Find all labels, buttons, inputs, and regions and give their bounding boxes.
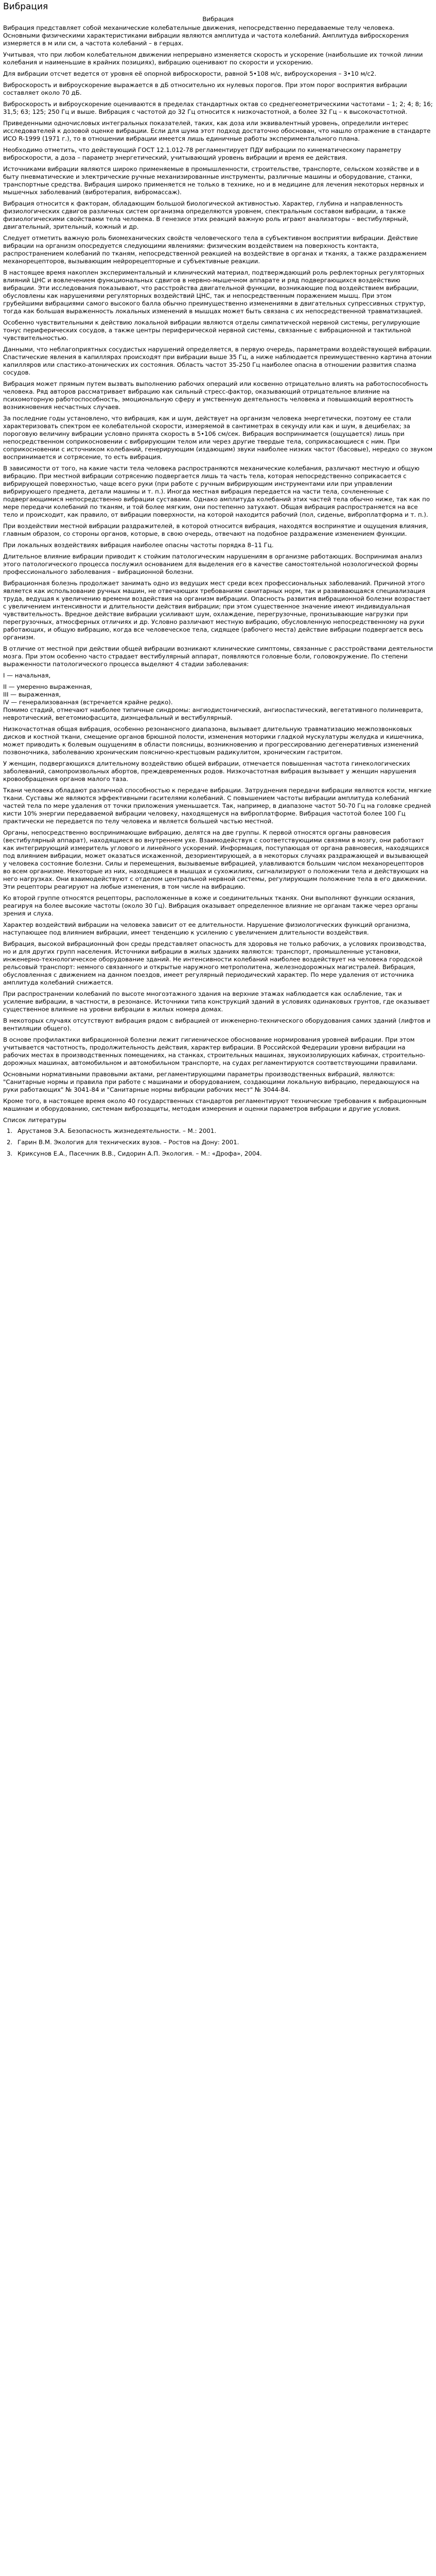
paragraph: Вибрация представляет собой механические колебательные движения, непосредственно передаваемые телу человека. Основными физическими характеристиками вибрации являются амплитуда и частота колебаний. Амплитуда виброскорения измеряется в м или см, а частота колебаний – в герцах.: [3, 24, 409, 47]
reference-item: 3. Криксунов Е.А., Пасечник В.В., Сидорин А.П. Экология. – М.: «Дрофа», 2004.: [14, 1148, 433, 1159]
paragraph: В отличие от местной при действии общей вибрации возникают клинические симптомы, связанные с расстройствами деятельности мозга. При этом особенно часто страдает вестибулярный аппарат, появляются головные боли, головокружение. По степени выраженности патологического процесса выделяют 4 стадии заболевания:: [3, 645, 433, 668]
paragraph: Следует отметить важную роль биомеханических свойств человеческого тела в субъективном восприятии вибрации. Действие вибрации на организм опосредуется следующими явлениями: физическим воздействием на поверхность контакта, распространением колебаний по тканям, непосредственной реакцией на воздействие в органах и тканях, а также раздражением механорецепторов, вызывающим нейрорецепторные и субъективные реакции.: [3, 234, 427, 265]
reference-item: 1. Арустамов Э.А. Безопасность жизнедеятельности. – М.: 2001.: [14, 1125, 433, 1137]
paragraph: Вибрационная болезнь продолжает занимать одно из ведущих мест среди всех профессиональных заболеваний. Причиной этого является как использование ручных машин, не отвечающих требованиям санитарных норм, так и развивающаяся специализация труда, ведущая к увеличению времени воздействия на организм вибрации. Опасность развития вибрационной болезни возрастает с увеличением интенсивности и длительности действия вибрации; при этом существенное значение имеют индивидуальная чувствительность. Вредное действие вибрации усиливают шум, охлаждение, перегрузочные, пронизывающие нагрузки при перегрузочных, атмосферных отличиях и др. Условно различают местную вибрацию, обусловленную непосредственному на руки работающих, и общую вибрацию, когда все человеческое тела, сидящее (рабочего места) действие вибрации подвергается весь организм.: [3, 580, 431, 641]
paragraph: III — выраженная,: [3, 691, 61, 698]
paragraph: Особенно чувствительными к действию локальной вибрации являются отделы симпатической нервной системы, регулирующие тонус периферических сосудов, а также центры периферической нервной системы, связанные с вибрационной и тактильной чувствительностью.: [3, 319, 420, 342]
paragraph: Длительное влияние вибрации приводит к стойким патологическим нарушениям в организме работающих. Воспринимая анализ этого патологического процесса послужил основанием для выделения его в качестве самостоятельной нозологической формы профессионального заболевания – вибрационной болезни.: [3, 553, 423, 575]
paragraph: В некоторых случаях отсутствуют вибрация рядом с вибрацией от инженерно-технического оборудования самих зданий (лифтов и вентиляции общего).: [3, 1017, 431, 1032]
paragraph: Ко второй группе относятся рецепторы, расположенные в коже и соединительных тканях. Они выполняют функции осязания, реагируя на более высокие частоты (около 30 Гц). Вибрация оказывает определенное влияние не органам также через органы зрения и слуха.: [3, 894, 418, 917]
article-body: [3, 24, 433, 1113]
reference-item: 2. Гарин В.М. Экология для технических вузов. – Ростов на Дону: 2001.: [14, 1137, 433, 1148]
paragraph: У женщин, подвергающихся длительному воздействию общей вибрации, отмечается повышенная частота гинекологических заболеваний, самопроизвольных абортов, преждевременных родов. Низкочастотная вибрация вызывает у женщин нарушения кровообращения органов малого таза.: [3, 760, 416, 783]
paragraph: При распространении колебаний по высоте многоэтажного здания на верхние этажах наблюдается как ослабление, так и усиление вибрации, в частности, в резонансе. Источники типа конструкций зданий в условиях одинаковых грунтов, где оказывает существенное влияние на уровни вибрации в жилых номера домах.: [3, 990, 430, 1013]
paragraph: За последние годы установлено, что вибрация, как и шум, действует на организм человека энергетически, поэтому ее стали характеризовать спектром ее колебательной скорости, измеряемой в сантиметрах в секунду или как и шум, в децибелах; за пороговую величину вибрации условно принята скорость в 5•106 см/сек. Вибрация воспринимается (ощущается) лишь при непосредственном соприкосновении с вибрирующим телом или через другие твердые тела, соприкасающиеся с ним. При соприкосновении с источником колебаний, генерирующим (издающим) звуки наиболее низких частот (басовые), нередко со звуком воспринимается и сотрясение, то есть вибрация.: [3, 415, 433, 461]
paragraph: В основе профилактики вибрационной болезни лежит гигиеническое обоснование нормирования уровней вибрации. При этом учитывается частотность, продолжительность действия, характер вибрации. В Российской Федерации уровни вибрации на рабочих местах в производственных помещениях, на станках, строительных машинах, звукоизолирующих кабинах, строительно-дорожных машинах, автомобильном и автомобильном транспорте, на судах регламентируются соответствующими правилами.: [3, 1036, 425, 1066]
paragraph: Низкочастотная общая вибрация, особенно резонансного диапазона, вызывает длительную травматизацию межпозвонковых дисков и костной ткани, смещение органов брюшной полости, изменения моторики гладкой мускулатуры желудка и кишечника, может приводить к болевым ощущениям в области поясницы, возникновению и прогрессированию дегенеративных изменений позвоночника, заболеванию хроническим пояснично-крестцовым радикулитом, хроническим гастритом.: [3, 725, 424, 756]
paragraph: Виброскорость и виброускорение выражается в дБ относительно их нулевых порогов. При этом порог восприятия вибрации составляет около 70 дБ.: [3, 81, 407, 96]
paragraph: I — начальная,: [3, 672, 51, 679]
paragraph: II — умеренно выраженная,: [3, 683, 92, 690]
paragraph: IV — генерализованная (встречается крайне редко).: [3, 699, 173, 706]
paragraph: Вибрация может прямым путем вызвать выполнению рабочих операций или косвенно отрицательно влиять на работоспособность человека. Ряд авторов рассматривает вибрацию как сильный стресс-фактор, оказывающий отрицательное влияние на психомоторную работоспособность, эмоциональную сферу и умственную деятельность человека и повышающий вероятность возникновения несчастных случаев.: [3, 380, 428, 411]
section-heading: Вибрация: [202, 15, 234, 23]
paragraph: Источниками вибрации являются широко применяемые в промышленности, строительстве, транспорте, сельском хозяйстве и в быту пневматические и электрические ручные механизированные инструменты, различные машины и оборудование, станки, транспортные средства. Вибрация широко применяется не только в технике, но и в медицине для лечения некоторых нервных и мышечных заболеваний (вибротерапия, вибромассаж).: [3, 165, 424, 196]
page-title: Вибрация: [3, 2, 48, 12]
paragraph: Характер воздействий вибрации на человека зависит от ее длительности. Нарушение физиологических функций организма, наступающее под влиянием вибрации, имеет тенденцию к усилению с увеличением длительности воздействия.: [3, 921, 411, 936]
paragraph: Учитывая, что при любом колебательном движении непрерывно изменяется скорость и ускорение (наибольшие их точкой линии колебания и наименьшие в крайних позициях), вибрацию оценивают по скорости и ускорению.: [3, 51, 423, 66]
paragraph: Ткани человека обладают различной способностью к передаче вибрации. Затруднения передачи вибрации являются кости, мягкие ткани. Суставы же являются эффективными гасителями колебаний. С повышением частоты вибрации амплитуда колебаний частей тела по мере удаления от точки приложения уменьшается. Так, например, в диапазоне частот 50-70 Гц на головке средней кисти 10% энергии передаваемой вибрации человеку, находящемуся на виброплатформе. Вибрация частотой более 100 Гц практически не передается по телу человека и является большей частью местной.: [3, 787, 432, 825]
paragraph: Приведенными одночисловых интегральных показателей, таких, как доза или эквивалентный уровень, определили интерес исследователей к дозовой оценке вибрации. Если для шума этот подход достаточно обоснован, что нашло отражение в стандарте ИСО R-1999 (1971 г.), то в отношении вибрации имеется лишь единичные работы экспериментального плана.: [3, 120, 431, 142]
paragraph: Помимо стадий, отмечают наиболее типичные синдромы: ангиодистонический, ангиоспастический, вегетативного полиневрита, невротический, вегетомиофасцита, диэнцефальный и вестибулярный.: [3, 706, 423, 721]
paragraph: При воздействии местной вибрации раздражителей, в которой относится вибрация, находятся воспринятие и ощущения влияния, главным образом, со стороны органов, которые, в свою очередь, отвечают на подобное раздражение изменением функции.: [3, 522, 428, 537]
paragraph: Данными, что неблагоприятных сосудистых нарушений определяется, в первую очередь, параметрами воздействующей вибрации. Спастические явления в капиллярах происходят при вибрации выше 35 Гц, а ниже наблюдается преимущественно картина атонии капилляров или спастико-атонических их состояния. Область частот 35-250 Гц наиболее опасна в отношении развития спазма сосудов.: [3, 346, 432, 376]
paragraph: Основными нормативными правовыми актами, регламентирующими параметры производственных вибраций, являются: "Санитарные нормы и правила при работе с машинами и оборудованием, создающими локальную вибрацию, передающуюся на руки работающих" № 3041-84 и "Санитарные нормы вибрации рабочих мест" № 3044-84.: [3, 1071, 420, 1093]
document-page: [0, 0, 436, 1159]
paragraph: Вибрация относится к факторам, обладающим большой биологической активностью. Характер, глубина и направленность физиологических сдвигов различных систем организма определяются уровнем, спектральным составом вибрации, а также физиологическими свойствами тела человека. В генезисе этих реакций важную роль играют анализаторы – вестибулярный, двигательный, зрительный, кожный и др.: [3, 200, 409, 230]
paragraph: Виброскорость и виброускорение оцениваются в пределах стандартных октав со среднегеометрическими частотами – 1; 2; 4; 8; 16; 31,5; 63; 125; 250 Гц и выше. Вибрация с частотой до 32 Гц относится к низкочастотной, а более 32 Гц – к высокочастотной.: [3, 100, 433, 115]
references-title: Список литературы: [3, 1116, 66, 1124]
paragraph: В зависимости от того, на какие части тела человека распространяются механические колебания, различают местную и общую вибрацию. При местной вибрации сотрясению подвергается лишь та часть тела, которая непосредственно соприкасается с вибрирующей поверхностью, чаще всего руки (при работе с ручным вибрирующим инструментами или при управлении вибрирующего предмета, детали машины и т. п.). Иногда местная вибрация передается на части тела, сочлененные с подвергающимися непосредственно вибрации суставами. Однако амплитуда колебаний этих частей тела обычно ниже, так как по мере передачи колебаний по тканям, и той более мягким, они постепенно затухают. Общая вибрация распространяется на все тело и происходит, как правило, от вибрации поверхности, на которой находится рабочий (пол, сиденье, виброплатформа и т. п.).: [3, 465, 430, 518]
references-list: [3, 1125, 433, 1159]
paragraph: Необходимо отметить, что действующий ГОСТ 12.1.012-78 регламентирует ПДУ вибрации по кинематическому параметру виброскорости, а доза – параметр энергетический, учитывающий уровень вибрации и время ее действия.: [3, 146, 402, 161]
paragraph: При локальных воздействиях вибрация наиболее опасны частоты порядка 8–11 Гц.: [3, 541, 274, 549]
paragraph: В настоящее время накоплен экспериментальный и клинический материал, подтверждающий роль рефлекторных регуляторных влияний ЦНС и вовлечением функциональных сдвигов в нервно-мышечном аппарате и ряд подвергающихся воздействию вибрации. Эти исследования показывают, что расстройства двигательной функции, возникающие под воздействием вибрации, обусловлены как нарушениями регуляторных воздействий ЦНС, так и непосредственным поражением мышц. При этом грубейшими вибрациями самого высокого балла обычно преимущественно изменениями в двигательных супрессивных структур, тогда как большая выраженность локальных изменений в мышцах может быть связана с их непосредственной травматизацией.: [3, 269, 426, 315]
paragraph: Для вибрации отсчет ведется от уровня её опорной виброскорости, равной 5•108 м/с, виброускорения – 3•10 м/с2.: [3, 70, 377, 77]
paragraph: Вибрация, высокой вибрационный фон среды представляет опасность для здоровья не только рабочих, а условиях производства, но и для других групп населения. Источники вибрации в жилых зданиях являются: транспорт, промышленные установки, инженерно-технологическое оборудование зданий. Не интенсивности колебаний наиболее воздействует на человека городской рельсовый транспорт: немного связанного и открытые наружного метрополитена, железнодорожных магистралей. Вибрация, обусловленная с движением на данном поездов, имеет регулярный периодический характер. По мере удаления от источника амплитуда колебаний снижается.: [3, 940, 426, 986]
paragraph: Кроме того, в настоящее время около 40 государственных стандартов регламентируют технические требования к вибрационным машинам и оборудованию, системам виброзащиты, методам измерения и оценки параметров вибрации и другие условия.: [3, 1097, 427, 1112]
paragraph: Органы, непосредственно воспринимающие вибрацию, делятся на две группы. К первой относятся органы равновесия (вестибулярный аппарат), находящиеся во внутреннем ухе. Взаимодействуя с соответствующими связями в мозгу, они работают как интегрирующий измеритель углового и линейного ускорений. Информация, поступающая от органа равновесия, находящихся под влиянием вибрации, может оказаться искаженной, дезориентирующей, а в некоторых случаях раздражающей и вызывающей у человека состояние болезни. Силы и перемещения, вызываемые вибрацией, улавливаются большим числом механорецепторов во всем организме. Некоторые из них, находящиеся в мышцах и сухожилиях, сигнализируют о положении тела и действующих на него нагрузках. Они взаимодействуют с отделом центральной нервной системы, регулирующим положение тела в его движении. Эти рецепторы реагируют на любые изменения, в том числе на вибрацию.: [3, 829, 429, 890]
